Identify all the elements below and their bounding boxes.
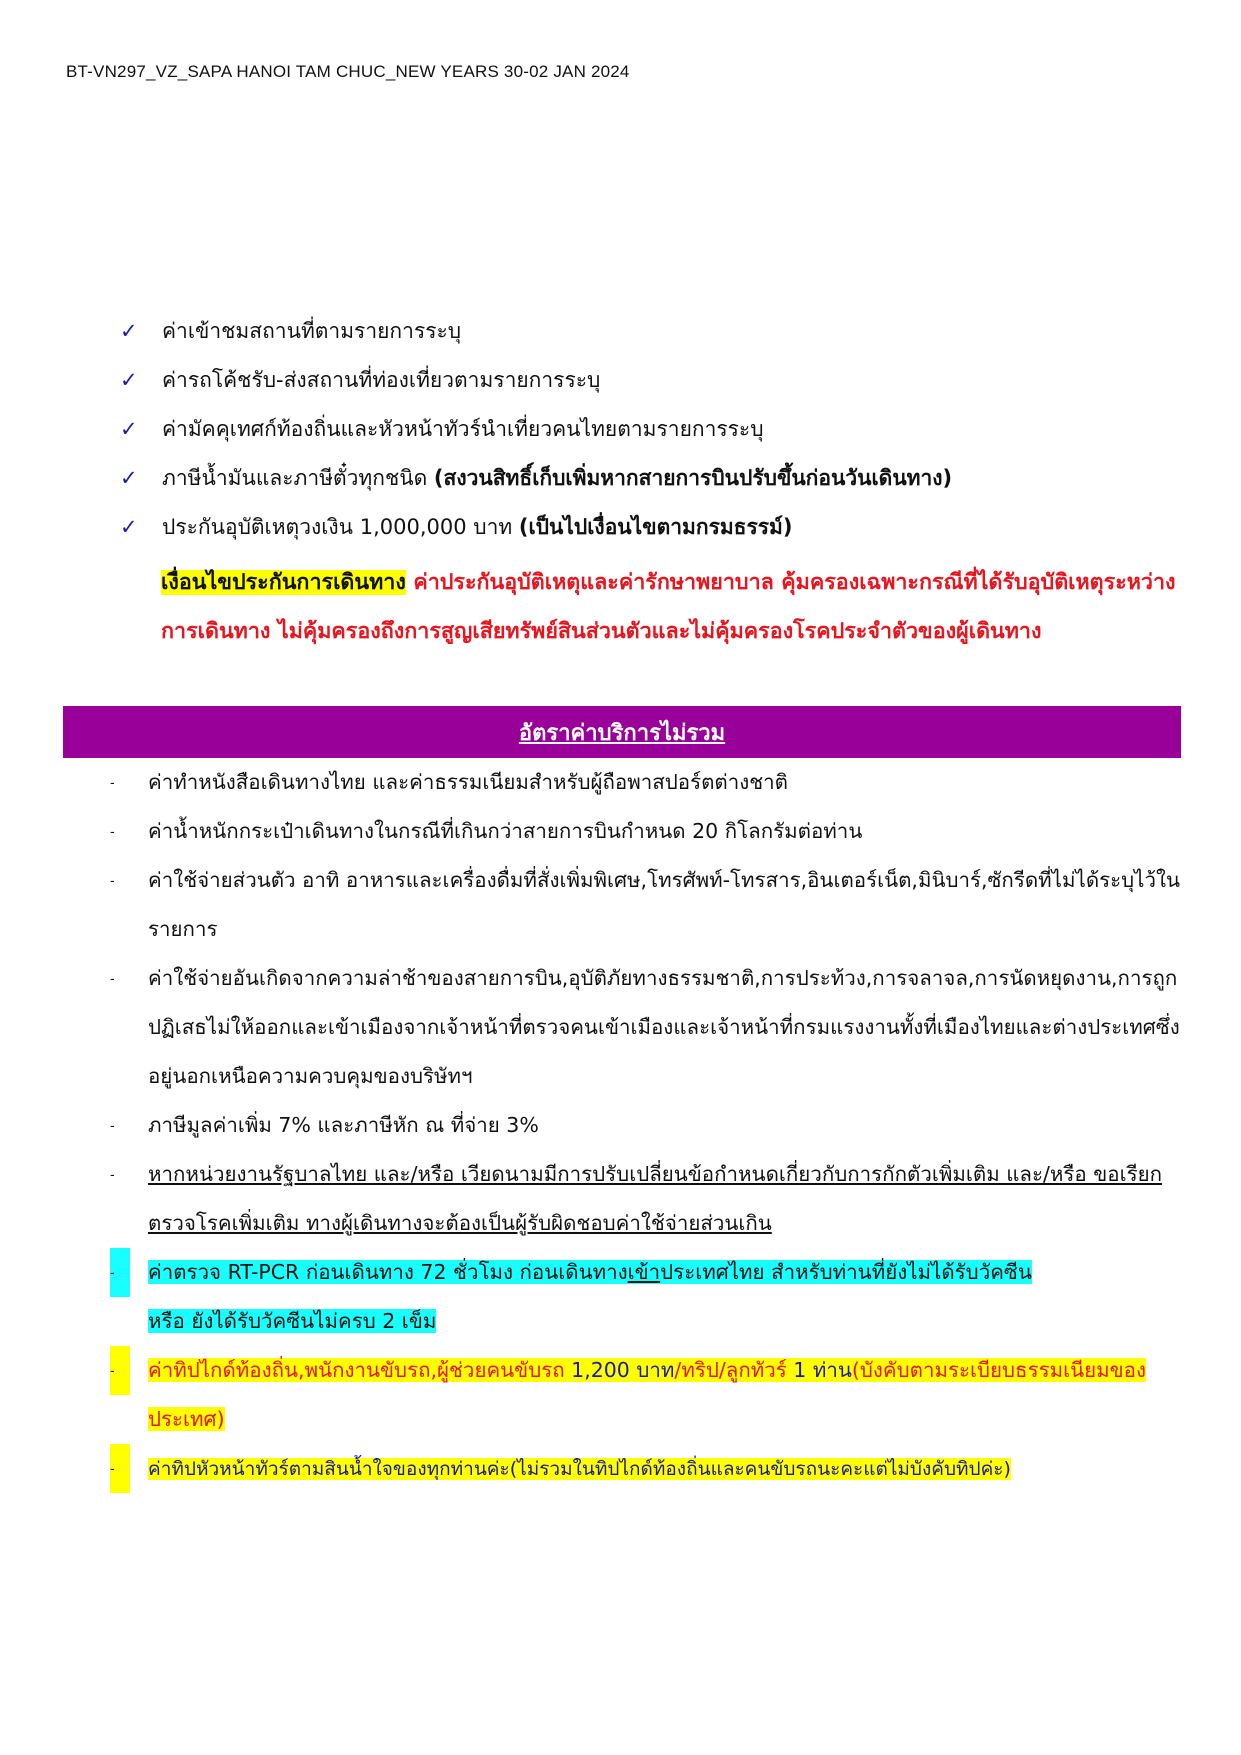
dash-bullet: - xyxy=(110,970,115,986)
include-item-text: ประกันอุบัติเหตุวงเงิน 1,000,000 บาท xyxy=(162,515,519,539)
include-item xyxy=(120,512,1180,561)
exclude-item xyxy=(110,954,1186,1101)
include-item xyxy=(120,316,1180,365)
include-item xyxy=(120,365,1180,414)
exclude-item xyxy=(110,1150,1186,1248)
exclude-item-text: ค่าทำหนังสือเดินทางไทย และค่าธรรมเนียมสำหรับผู้ถือพาสปอร์ตต่างชาติ xyxy=(148,770,788,794)
exclude-item-text: ภาษีมูลค่าเพิ่ม 7% และภาษีหัก ณ ที่จ่าย 3% xyxy=(148,1113,539,1137)
rtpcr-text-underlined: เข้า xyxy=(627,1260,661,1284)
insurance-conditions-label: เงื่อนไขประกันการเดินทาง xyxy=(161,570,406,595)
includes-checklist xyxy=(120,316,1180,561)
include-item-text: ค่ารถโค้ชรับ-ส่งสถานที่ท่องเที่ยวตามรายการระบุ xyxy=(162,368,601,392)
rtpcr-text-line2: หรือ ยังได้รับวัคซีนไม่ครบ 2 เข็ม xyxy=(148,1309,437,1333)
include-item xyxy=(120,463,1180,512)
include-item-bold-note: (เป็นไปเงื่อนไขตามกรมธรรม์) xyxy=(518,515,793,539)
exclude-item xyxy=(110,758,1186,807)
exclude-item-guide-tip xyxy=(110,1346,1186,1444)
leader-tip-text: ค่าทิปหัวหน้าทัวร์ตามสินน้ำใจของทุกท่านค่ะ(ไม่รวมในทิปไกด์ท้องถิ่นและคนขับรถนะคะแต่ไม่บังคับทิปค่ะ) xyxy=(148,1458,1011,1480)
rtpcr-text-part: ประเทศไทย สำหรับท่านที่ยังไม่ได้รับวัคซีน xyxy=(660,1260,1032,1284)
excludes-title: อัตราค่าบริการไม่รวม xyxy=(518,720,726,746)
dash-bullet: - xyxy=(110,1166,115,1182)
document-code-header: BT-VN297_VZ_SAPA HANOI TAM CHUC_NEW YEARS 30-02 JAN 2024 xyxy=(66,62,630,81)
include-item-text: ภาษีน้ำมันและภาษีตั๋วทุกชนิด xyxy=(162,466,434,490)
dash-bullet: - xyxy=(110,1117,115,1133)
exclude-item-text: ค่าใช้จ่ายอันเกิดจากความล่าช้าของสายการบิน,อุบัติภัยทางธรรมชาติ,การประท้วง,การจลาจล,การนัดหยุดงาน,การถูกปฏิเสธไม่ให้ออกและเข้าเมืองจากเจ้าหน้าที่ตรวจคนเข้าเมืองและเจ้าหน้าที่กรมแรงงานทั้งที่เมืองไทยและต่างประเทศซึ่งอยู่นอกเหนือความควบคุมของบริษัทฯ xyxy=(148,966,1180,1088)
excludes-section-header xyxy=(63,706,1181,758)
rtpcr-text-part: ค่าตรวจ RT-PCR ก่อนเดินทาง 72 ชั่วโมง ก่อนเดินทาง xyxy=(148,1260,628,1284)
dash-bullet: - xyxy=(110,1248,130,1297)
dash-bullet: - xyxy=(110,1444,130,1493)
exclude-item-text: ค่าน้ำหนักกระเป๋าเดินทางในกรณีที่เกินกว่าสายการบินกำหนด 20 กิโลกรัมต่อท่าน xyxy=(148,819,863,843)
insurance-conditions-text: ค่าประกันอุบัติเหตุและค่ารักษาพยาบาล คุ้มครองเฉพาะกรณีที่ได้รับอุบัติเหตุระหว่างการเดินทาง ไม่คุ้มครองถึงการสูญเสียทรัพย์สินส่วนตัวและไม่คุ้มครองโรคประจำตัวของผู้เดินทาง xyxy=(161,570,1176,644)
include-item xyxy=(120,414,1180,463)
guide-tip-part: /ทริป/ลูกทัวร์ xyxy=(674,1358,794,1382)
exclude-item-text: ค่าใช้จ่ายส่วนตัว อาทิ อาหารและเครื่องดื่มที่สั่งเพิ่มพิเศษ,โทรศัพท์-โทรสาร,อินเตอร์เน็ต,มินิบาร์,ซักรีดที่ไม่ได้ระบุไว้ในรายการ xyxy=(148,868,1181,941)
exclude-item-rtpcr xyxy=(110,1248,1186,1346)
guide-tip-amount: 1,200 บาท xyxy=(571,1358,675,1382)
checkmark-icon: ✓ xyxy=(120,319,138,343)
dash-bullet: - xyxy=(110,823,115,839)
exclude-item-text: หากหน่วยงานรัฐบาลไทย และ/หรือ เวียดนามมีการปรับเปลี่ยนข้อกำหนดเกี่ยวกับการกักตัวเพิ่มเติม และ/หรือ ขอเรียกตรวจโรคเพิ่มเติม ทางผู้เดินทางจะต้องเป็นผู้รับผิดชอบค่าใช้จ่ายส่วนเกิน xyxy=(148,1162,1163,1235)
excludes-list xyxy=(110,758,1186,1494)
checkmark-icon: ✓ xyxy=(120,368,138,392)
exclude-item xyxy=(110,1101,1186,1150)
exclude-item xyxy=(110,807,1186,856)
guide-tip-count: 1 ท่าน xyxy=(793,1358,852,1382)
guide-tip-text xyxy=(148,1358,1146,1431)
include-item-bold-note: (สงวนสิทธิ์เก็บเพิ่มหากสายการบินปรับขึ้นก่อนวันเดินทาง) xyxy=(433,466,953,490)
dash-bullet: - xyxy=(110,774,115,790)
rtpcr-text xyxy=(148,1260,1032,1284)
checkmark-icon: ✓ xyxy=(120,417,138,441)
dash-bullet: - xyxy=(110,1346,130,1395)
exclude-item xyxy=(110,856,1186,954)
guide-tip-part: (บังคับตามระเบียบธรรมเนียมของประเทศ) xyxy=(148,1358,1146,1431)
dash-bullet: - xyxy=(110,872,115,888)
exclude-item-leader-tip xyxy=(110,1444,1186,1494)
checkmark-icon: ✓ xyxy=(120,515,138,539)
insurance-conditions-note xyxy=(161,558,1181,656)
guide-tip-part: ค่าทิปไกด์ท้องถิ่น,พนักงานขับรถ,ผู้ช่วยคนขับรถ xyxy=(148,1358,572,1382)
checkmark-icon: ✓ xyxy=(120,466,138,490)
include-item-text: ค่ามัคคุเทศก์ท้องถิ่นและหัวหน้าทัวร์นำเที่ยวคนไทยตามรายการระบุ xyxy=(162,417,764,441)
include-item-text: ค่าเข้าชมสถานที่ตามรายการระบุ xyxy=(162,319,462,343)
